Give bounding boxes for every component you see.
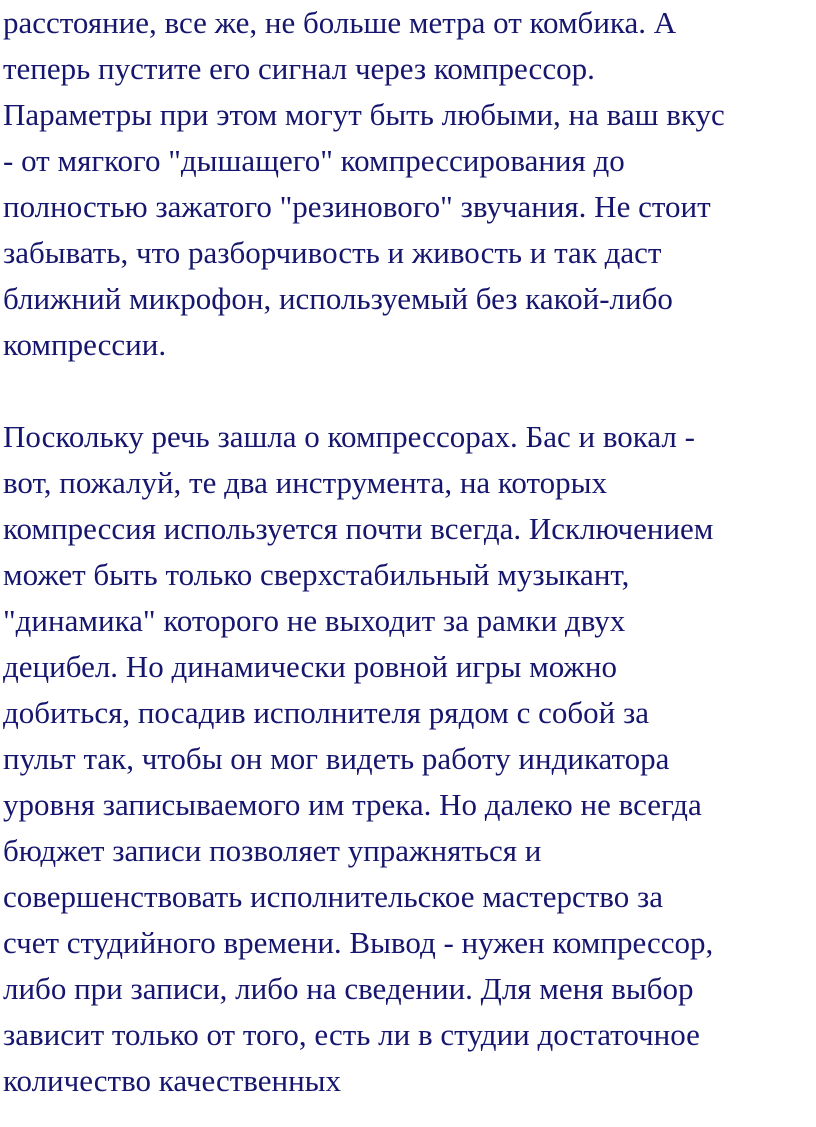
text-line: - от мягкого "дышащего" компрессирования до (3, 143, 625, 178)
text-line: "динамика" которого не выходит за рамки двух (3, 603, 626, 638)
text-line: бюджет записи позволяет упражняться и (3, 833, 542, 868)
text-line: пульт так, чтобы он мог видеть работу индикатора (3, 741, 670, 776)
paragraph-1 (3, 0, 815, 368)
text-line: Параметры при этом могут быть любыми, на ваш вкус (3, 97, 725, 132)
paragraph-spacer (3, 368, 815, 414)
text-line: Поскольку речь зашла о компрессорах. Бас и вокал - (3, 419, 695, 454)
text-line: счет студийного времени. Вывод - нужен компрессор, (3, 925, 714, 960)
text-line: теперь пустите его сигнал через компрессор. (3, 51, 595, 86)
text-line: совершенствовать исполнительское мастерство за (3, 879, 663, 914)
text-line: полностью зажатого "резинового" звучания. Не стоит (3, 189, 711, 224)
text-line: забывать, что разборчивость и живость и так даст (3, 235, 662, 270)
text-line: компрессия используется почти всегда. Исключением (3, 511, 714, 546)
paragraph-2 (3, 414, 815, 1104)
text-line: зависит только от того, есть ли в студии достаточное (3, 1017, 700, 1052)
text-line: либо при записи, либо на сведении. Для меня выбор (3, 971, 694, 1006)
text-line: расстояние, все же, не больше метра от комбика. А (3, 5, 677, 40)
text-line: может быть только сверхстабильный музыкант, (3, 557, 630, 592)
text-line: количество качественных (3, 1063, 342, 1098)
text-line: уровня записываемого им трека. Но далеко не всегда (3, 787, 702, 822)
text-line: децибел. Но динамически ровной игры можно (3, 649, 617, 684)
text-line: ближний микрофон, используемый без какой-либо (3, 281, 673, 316)
text-line: компрессии. (3, 327, 167, 362)
document-page (3, 0, 815, 1104)
text-line: вот, пожалуй, те два инструмента, на которых (3, 465, 607, 500)
text-line: добиться, посадив исполнителя рядом с собой за (3, 695, 650, 730)
